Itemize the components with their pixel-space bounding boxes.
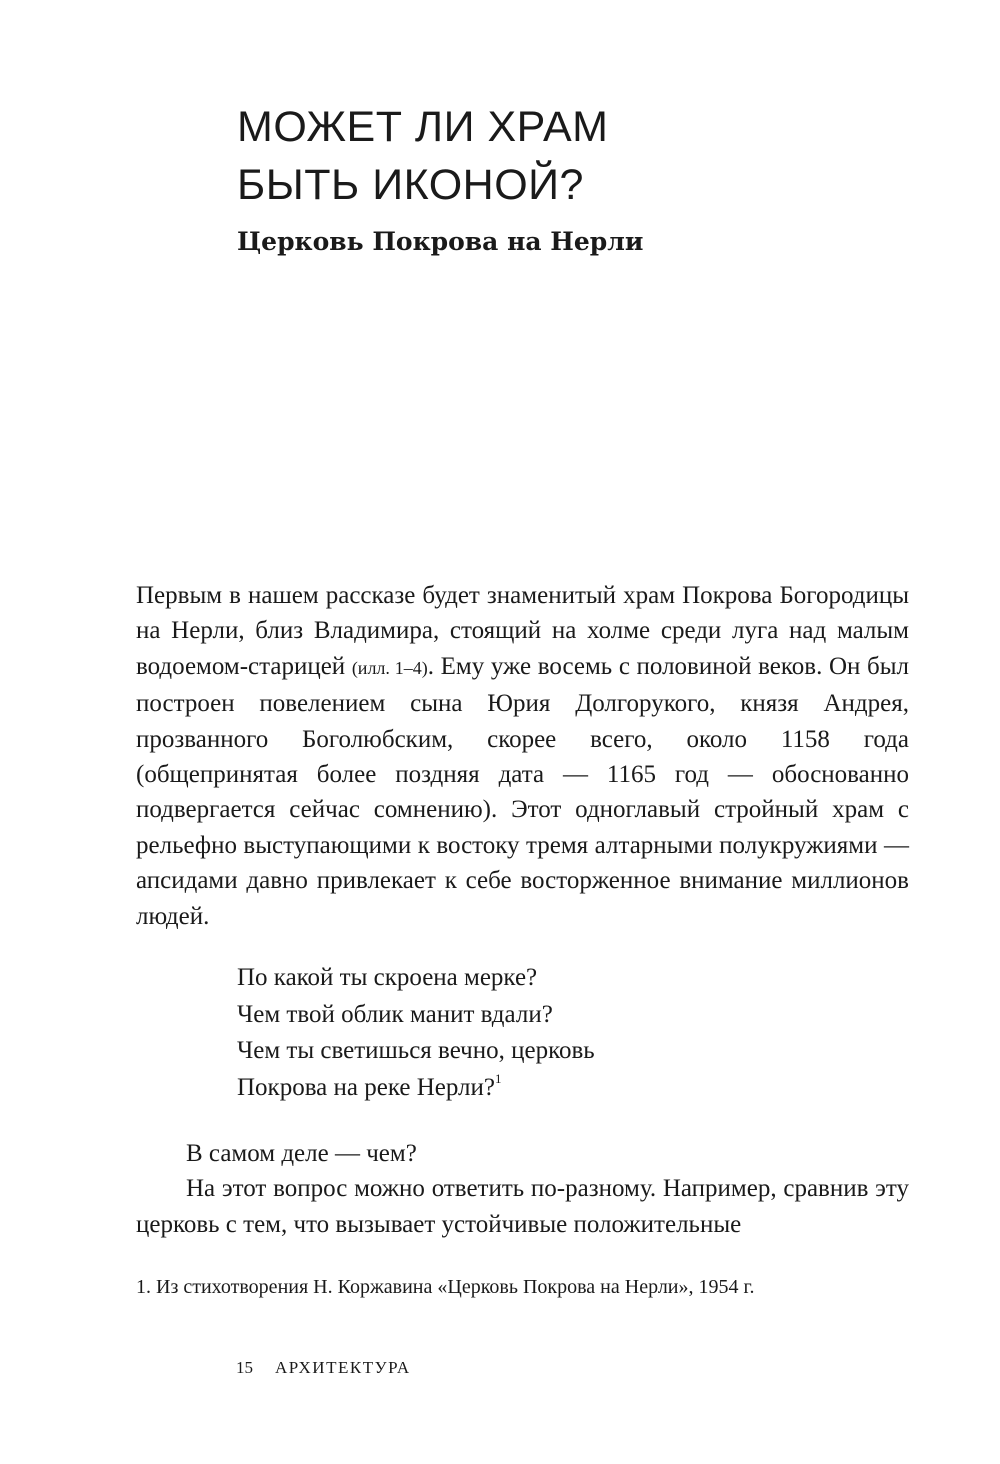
body-paragraph-text-2: . Ему уже восемь с половиной веков. Он был построен повелением сына Юрия Долгорукого, князя Андрея, прозванного Боголюбским, скорее всего, около 1158 года (общепринятая более поздняя дата — 1165 год — обоснованно подвергается сейчас сомнению). Этот одноглавый стройный храм с рельефно выступающими к востоку тремя алтарными полукружиями — апсидами давно привлекает к себе восторженное внимание миллионов людей. — [136, 652, 909, 930]
poem-line: Чем ты светишься вечно, церковь — [237, 1037, 595, 1064]
chapter-title — [237, 98, 937, 214]
body-paragraph-short: В самом деле — чем? — [186, 1140, 417, 1167]
body-paragraph — [136, 578, 909, 934]
poem-quote — [237, 960, 737, 1106]
running-footer — [236, 1358, 411, 1378]
poem-line: Покрова на реке Нерли? — [237, 1073, 495, 1101]
body-paragraph-continued: На этот вопрос можно ответить по-разному. Например, сравнив эту церковь с тем, что вызывает устойчивые положительные — [136, 1175, 909, 1238]
body-continuation — [136, 1136, 909, 1242]
poem-line: По какой ты скроена мерке? — [237, 964, 538, 991]
footnote: 1. Из стихотворения Н. Коржавина «Церковь Покрова на Нерли», 1954 г. — [136, 1276, 755, 1298]
section-name: АРХИТЕКТУРА — [275, 1358, 411, 1377]
chapter-title-line-2: БЫТЬ ИКОНОЙ? — [237, 161, 584, 209]
poem-line-last — [237, 1070, 737, 1107]
chapter-title-line-1: МОЖЕТ ЛИ ХРАМ — [237, 103, 609, 151]
chapter-subtitle: Церковь Покрова на Нерли — [237, 227, 644, 256]
page-number: 15 — [236, 1358, 253, 1377]
illustration-reference: (илл. 1–4) — [351, 657, 428, 678]
body-paragraph-text-1: Первым в нашем рассказе будет знаменитый храм Покрова Богородицы на Нерли, близ Владимира, стоящий на холме среди луга над малым водоемом-старицей — [136, 582, 909, 680]
footnote-marker: 1 — [494, 1070, 502, 1086]
poem-line: Чем твой облик манит вдали? — [237, 1000, 553, 1028]
